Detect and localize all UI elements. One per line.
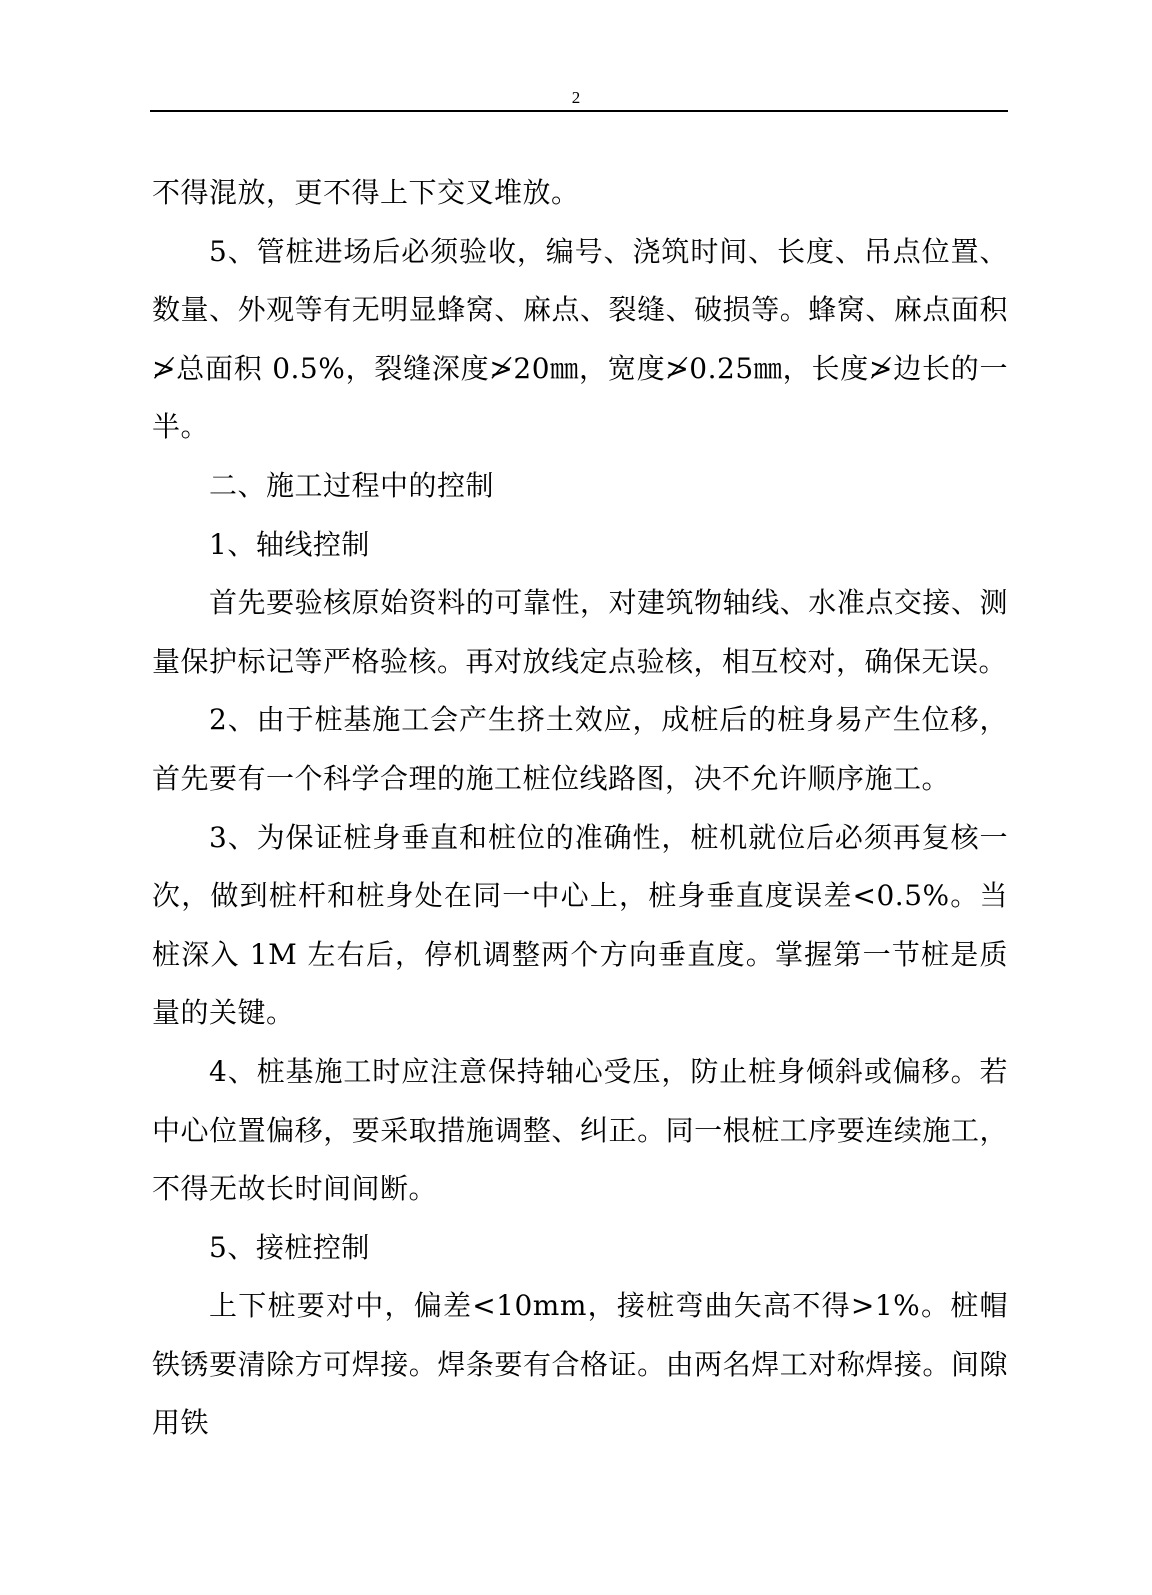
subsection-heading: 5、接桩控制	[209, 1230, 370, 1264]
paragraph: 5、管桩进场后必须验收，编号、浇筑时间、长度、吊点位置、数量、外观等有无明显蜂窝、麻点、裂缝、破损等。蜂窝、麻点面积≯总面积 0.5%，裂缝深度≯20㎜，宽度≯0.25㎜，长度≯边长的一半。	[152, 234, 1008, 444]
document-body	[152, 164, 1008, 1453]
paragraph: 3、为保证桩身垂直和桩位的准确性，桩机就位后必须再复核一次，做到桩杆和桩身处在同一中心上，桩身垂直度误差<0.5%。当桩深入 1M 左右后，停机调整两个方向垂直度。掌握第一节桩是质量的关键。	[152, 820, 1008, 1030]
paragraph: 2、由于桩基施工会产生挤土效应，成桩后的桩身易产生位移，首先要有一个科学合理的施工桩位线路图，决不允许顺序施工。	[152, 703, 1008, 795]
paragraph: 4、桩基施工时应注意保持轴心受压，防止桩身倾斜或偏移。若中心位置偏移，要采取措施调整、纠正。同一根桩工序要连续施工，不得无故长时间间断。	[152, 1054, 1008, 1206]
paragraph: 不得混放，更不得上下交叉堆放。	[152, 176, 580, 209]
page-number: 2	[571, 88, 581, 107]
paragraph: 首先要验核原始资料的可靠性，对建筑物轴线、水准点交接、测量保护标记等严格验核。再对放线定点验核，相互校对，确保无误。	[152, 586, 1008, 678]
paragraph: 上下桩要对中，偏差<10mm，接桩弯曲矢高不得>1%。桩帽铁锈要清除方可焊接。焊条要有合格证。由两名焊工对称焊接。间隙用铁	[152, 1289, 1008, 1440]
header-rule	[150, 110, 1008, 112]
section-heading: 二、施工过程中的控制	[209, 468, 495, 502]
subsection-heading: 1、轴线控制	[209, 527, 370, 561]
